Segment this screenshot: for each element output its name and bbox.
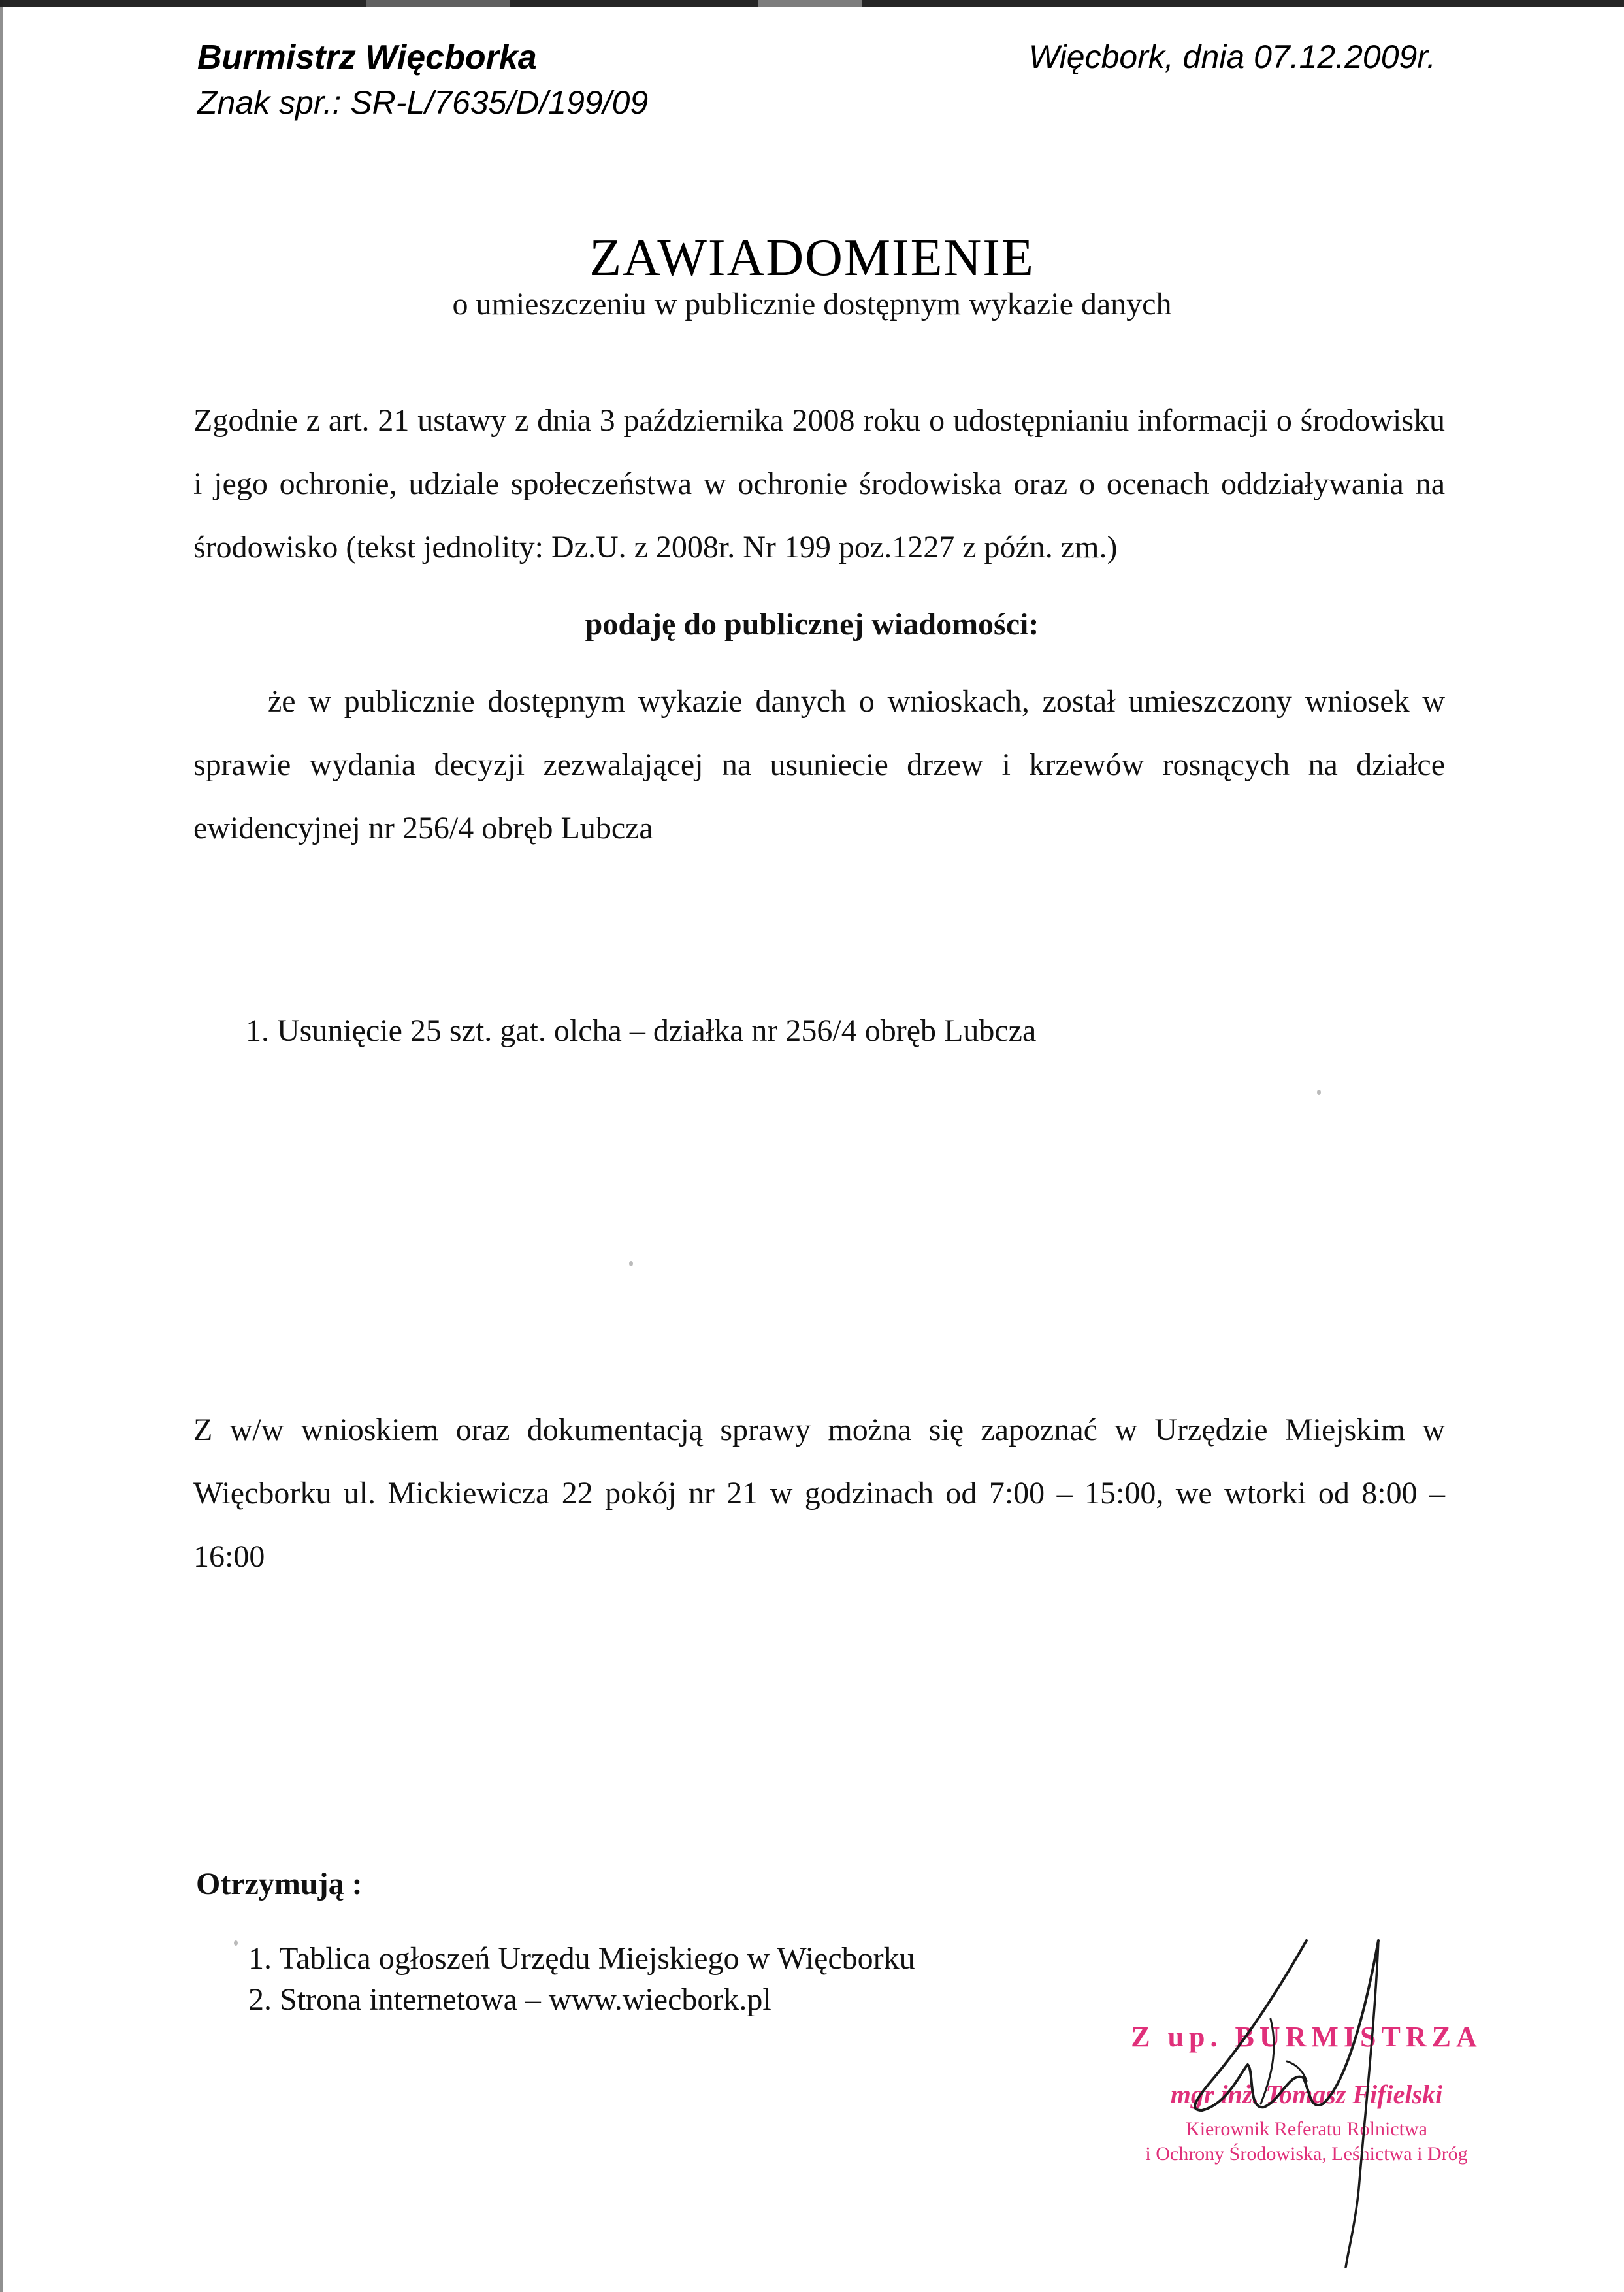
notice-body-paragraph: że w publicznie dostępnym wykazie danych o wnioskach, został umieszczony wniosek w sprawie wydania decyzji zezwalającej na usuniecie drzew i krzewów rosnących na działce ewidencyjnej nr 256/4 obręb Lubcza bbox=[193, 684, 1445, 845]
scan-speck bbox=[629, 1261, 633, 1266]
recipients-list bbox=[248, 1938, 915, 2020]
recipient-item: 2. Strona internetowa – www.wiecbork.pl bbox=[248, 1982, 771, 2017]
scan-speck bbox=[234, 1940, 238, 1946]
stamp-line-department: i Ochrony Środowiska, Leśnictwa i Dróg bbox=[1145, 2143, 1468, 2165]
stamp-line-position: Kierownik Referatu Rolnictwa bbox=[1186, 2118, 1427, 2140]
scan-border-left bbox=[0, 0, 3, 2292]
document-subtitle: o umieszczeniu w publicznie dostępnym wykazie danych bbox=[452, 287, 1172, 321]
document-title: ZAWIADOMIENIE bbox=[589, 229, 1035, 287]
recipients-heading: Otrzymują : bbox=[196, 1867, 363, 1901]
info-paragraph: Z w/w wnioskiem oraz dokumentacją sprawy można się zapoznać w Urzędzie Miejskim w Więcborku ul. Mickiewicza 22 pokój nr 21 w godzinach od 7:00 – 15:00, we wtorki od 8:00 – 16:00 bbox=[193, 1413, 1445, 1574]
recipient-item: 1. Tablica ogłoszeń Urzędu Miejskiego w Więcborku bbox=[248, 1941, 915, 1976]
scan-border-top bbox=[0, 0, 1624, 7]
scan-speck bbox=[1317, 1090, 1321, 1095]
request-item: 1. Usunięcie 25 szt. gat. olcha – działka nr 256/4 obręb Lubcza bbox=[246, 1013, 1037, 1048]
handwritten-signature bbox=[1150, 1914, 1489, 2280]
legal-basis-paragraph: Zgodnie z art. 21 ustawy z dnia 3 października 2008 roku o udostępnianiu informacji o środowisku i jego ochronie, udziale społeczeństwa w ochronie środowiska oraz o ocenach oddziaływania na środowisko (tekst jednolity: Dz.U. z 2008r. Nr 199 poz.1227 z późn. zm.) bbox=[193, 403, 1445, 565]
stamp-line-authority: Z up. BURMISTRZA bbox=[1131, 2021, 1482, 2053]
case-reference: Znak spr.: SR-L/7635/D/199/09 bbox=[197, 84, 649, 121]
issuing-authority: Burmistrz Więcborka bbox=[197, 39, 537, 76]
place-and-date: Więcbork, dnia 07.12.2009r. bbox=[1028, 39, 1436, 75]
announcement-line: podaję do publicznej wiadomości: bbox=[585, 607, 1039, 642]
stamp-line-name: mgr inż. Tomasz Fifielski bbox=[1170, 2080, 1443, 2109]
